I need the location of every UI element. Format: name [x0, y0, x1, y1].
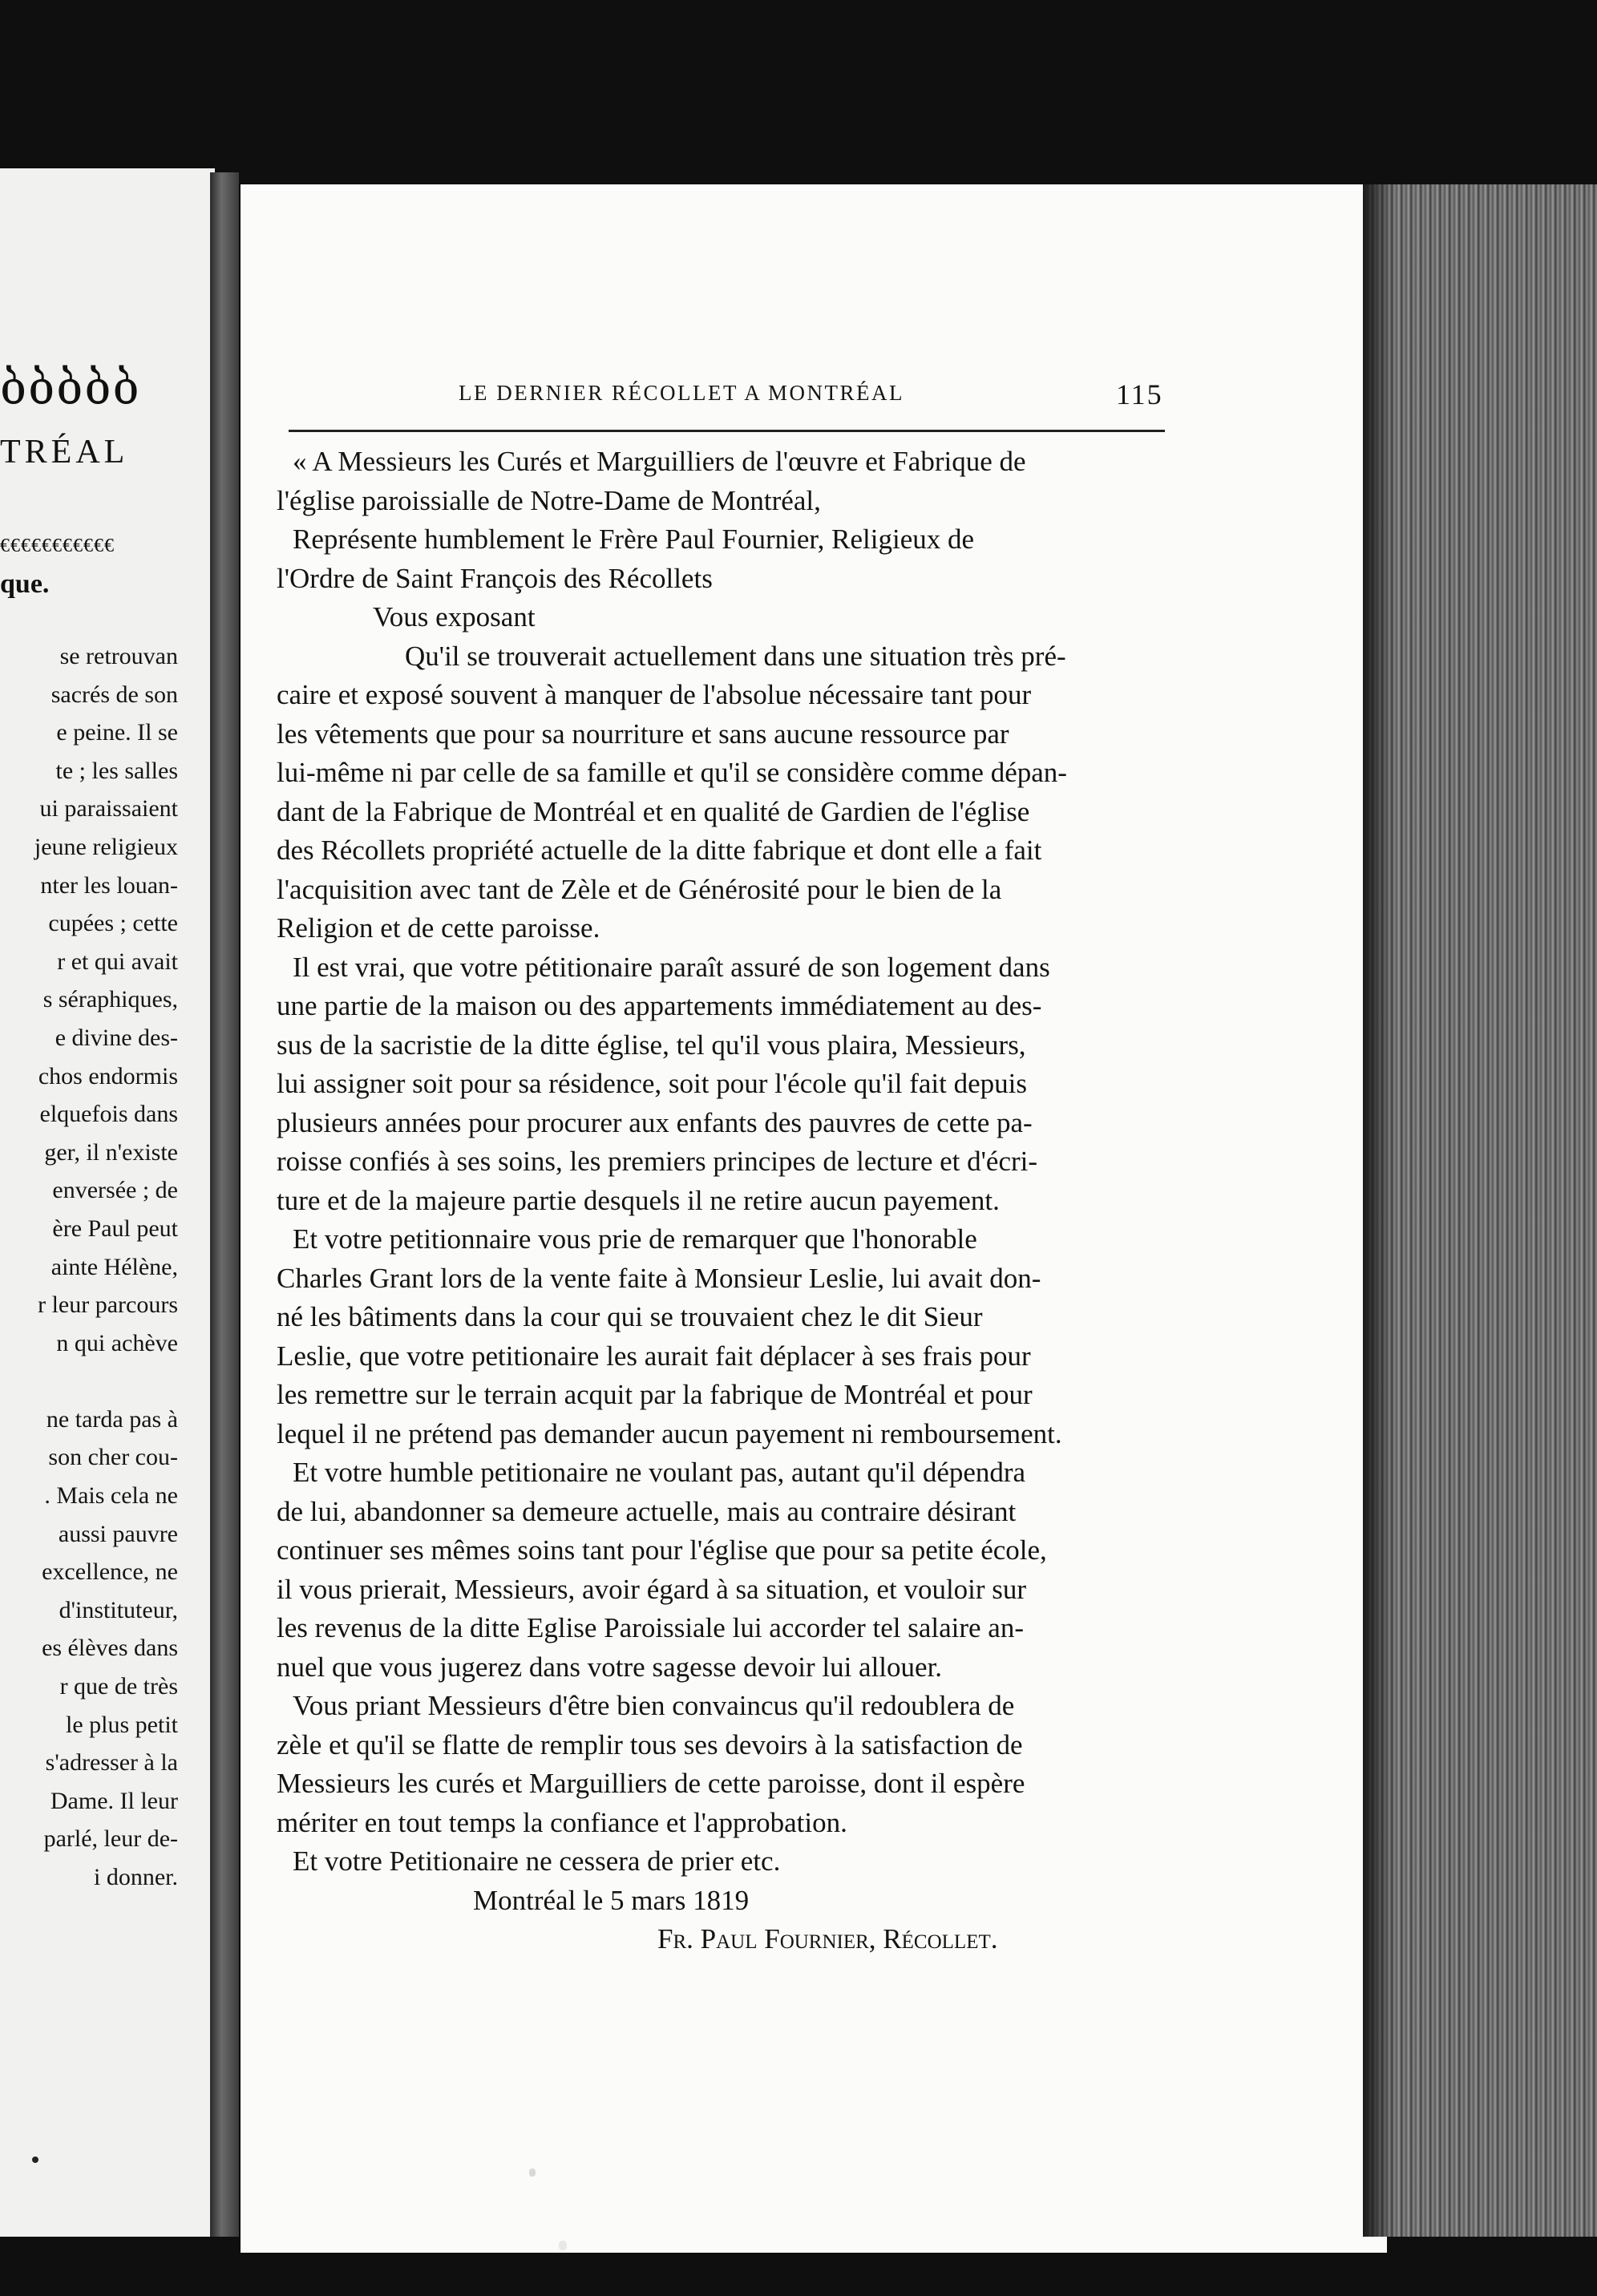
left-text-line: nter les louan- [40, 871, 178, 899]
text-line: roisse confiés à ses soins, les premiers principes de lecture et d'écri- [277, 1146, 1038, 1177]
text-line: zèle et qu'il se flatte de remplir tous ses devoirs à la satisfaction de [277, 1728, 1023, 1760]
text-line: une partie de la maison ou des appartements immédiatement au des- [277, 990, 1042, 1021]
text-line: les remettre sur le terrain acquit par la fabrique de Montréal et pour [277, 1379, 1033, 1410]
left-text-line: ère Paul peut [52, 1215, 178, 1242]
left-text-line: Dame. Il leur [50, 1787, 178, 1814]
text-line: Montréal le 5 mars 1819 [473, 1884, 750, 1916]
left-running-header: TRÉAL [0, 434, 129, 471]
text-line: Religion et de cette paroisse. [277, 912, 600, 944]
left-text-line: ui paraissaient [39, 795, 178, 823]
left-text-line: excellence, ne [42, 1558, 178, 1586]
left-text-line: e peine. Il se [56, 719, 178, 746]
text-line: Vous priant Messieurs d'être bien convaincus qu'il redoublera de [293, 1690, 1015, 1721]
text-line: l'Ordre de Saint François des Récollets [277, 562, 713, 594]
left-subheading: que. [0, 569, 50, 599]
text-line: lequel il ne prétend pas demander aucun payement ni remboursement. [277, 1417, 1062, 1449]
left-text-line: chos endormis [38, 1062, 178, 1089]
text-line: dant de la Fabrique de Montréal et en qualité de Gardien de l'église [277, 795, 1030, 827]
left-text-line: es élèves dans [42, 1635, 178, 1662]
left-text-line: son cher cou- [48, 1444, 178, 1471]
ornament-band: ბბბბბ [0, 362, 141, 414]
text-line: Et votre Petitionaire ne cessera de prier etc. [293, 1845, 781, 1877]
left-text-line: ne tarda pas à [46, 1405, 178, 1433]
left-page [0, 168, 215, 2237]
book-gutter [210, 172, 239, 2237]
petition-text [277, 443, 1166, 1959]
ornament-rule: €€€€€€€€€€€ [0, 536, 115, 556]
text-line: l'acquisition avec tant de Zèle et de Générosité pour le bien de la [277, 873, 1002, 905]
text-line: plusieurs années pour procurer aux enfants des pauvres de cette pa- [277, 1106, 1033, 1138]
page-header [289, 378, 1170, 421]
left-text-line: elquefois dans [39, 1101, 178, 1128]
left-text-line: e divine des- [55, 1024, 178, 1051]
left-text-line: d'instituteur, [59, 1596, 178, 1623]
ink-speck [32, 2157, 38, 2163]
left-text-line: i donner. [94, 1864, 178, 1890]
text-line: Messieurs les curés et Marguilliers de cette paroisse, dont il espère [277, 1768, 1025, 1799]
text-line: Il est vrai, que votre pétitionaire paraît assuré de son logement dans [293, 951, 1050, 983]
left-text-line: ger, il n'existe [44, 1138, 178, 1166]
text-line: Et votre humble petitionaire ne voulant pas, autant qu'il dépendra [293, 1457, 1026, 1488]
text-line: nuel que vous jugerez dans votre sagesse devoir lui allouer. [277, 1651, 943, 1683]
left-text-line: aussi pauvre [58, 1520, 178, 1547]
left-text-line: enversée ; de [52, 1177, 178, 1204]
left-text-line: te ; les salles [55, 757, 178, 784]
text-line: sus de la sacristie de la ditte église, tel qu'il vous plaira, Messieurs, [277, 1029, 1026, 1061]
text-line: lui-même ni par celle de sa famille et qu'il se considère comme dépan- [277, 757, 1067, 788]
left-text-line: jeune religieux [34, 833, 178, 860]
left-text-line: s séraphiques, [42, 986, 178, 1013]
text-line: lui assigner soit pour sa résidence, soit pour l'école qu'il fait depuis [277, 1068, 1028, 1099]
text-line: ture et de la majeure partie desquels il ne retire aucun payement. [277, 1184, 1000, 1216]
dust-speck [529, 2169, 536, 2177]
text-line: des Récollets propriété actuelle de la ditte fabrique et dont elle a fait [277, 835, 1042, 866]
header-rule [289, 430, 1165, 432]
left-text-line: se retrouvan [59, 643, 178, 669]
left-text-line: sacrés de son [51, 681, 178, 708]
text-line: Représente humblement le Frère Paul Fournier, Religieux de [293, 523, 975, 555]
edge-shadow [1363, 184, 1395, 2237]
left-text-line: s'adresser à la [45, 1749, 178, 1777]
text-line: Qu'il se trouverait actuellement dans une situation très pré- [405, 640, 1066, 672]
text-line: il vous prierait, Messieurs, avoir égard à sa situation, et vouloir sur [277, 1573, 1027, 1605]
text-line: caire et exposé souvent à manquer de l'absolue nécessaire tant pour [277, 679, 1032, 710]
left-text-line: ainte Hélène, [51, 1253, 178, 1280]
page-number: 115 [1116, 378, 1163, 410]
running-title: LE DERNIER RÉCOLLET A MONTRÉAL [459, 381, 904, 405]
text-line: mériter en tout temps la confiance et l'approbation. [277, 1806, 847, 1838]
left-text-line: . Mais cela ne [44, 1482, 178, 1510]
left-text-line [0, 1362, 178, 1401]
dust-speck [559, 2241, 567, 2250]
left-text-line: parlé, leur de- [43, 1825, 178, 1853]
text-line: Vous exposant [373, 601, 536, 633]
text-line: Et votre petitionnaire vous prie de remarquer que l'honorable [293, 1223, 977, 1255]
text-line: continuer ses mêmes soins tant pour l'église que pour sa petite école, [277, 1534, 1047, 1566]
text-line: « A Messieurs les Curés et Marguilliers de l'œuvre et Fabrique de [293, 446, 1026, 477]
page-edges [1363, 184, 1597, 2237]
left-text-line: cupées ; cette [48, 910, 178, 937]
left-text-line: n qui achève [56, 1329, 178, 1356]
left-text-line: r et qui avait [57, 948, 178, 975]
left-text-line: le plus petit [66, 1711, 178, 1738]
text-line: les revenus de la ditte Eglise Paroissiale lui accorder tel salaire an- [277, 1612, 1024, 1643]
text-line: Fr. Paul Fournier, Récollet. [657, 1923, 998, 1954]
text-line: Charles Grant lors de la vente faite à Monsieur Leslie, lui avait don- [277, 1262, 1041, 1294]
left-text-line: r que de très [59, 1673, 178, 1700]
left-page-text [0, 637, 178, 1897]
text-line: de lui, abandonner sa demeure actuelle, mais au contraire désirant [277, 1495, 1017, 1527]
text-line: Leslie, que votre petitionaire les aurait fait déplacer à ses frais pour [277, 1340, 1031, 1372]
text-line: l'église paroissialle de Notre-Dame de Montréal, [277, 484, 821, 516]
text-line: né les bâtiments dans la cour qui se trouvaient chez le dit Sieur [277, 1301, 983, 1332]
text-line: les vêtements que pour sa nourriture et sans aucune ressource par [277, 718, 1009, 750]
left-text-line: r leur parcours [38, 1292, 178, 1319]
